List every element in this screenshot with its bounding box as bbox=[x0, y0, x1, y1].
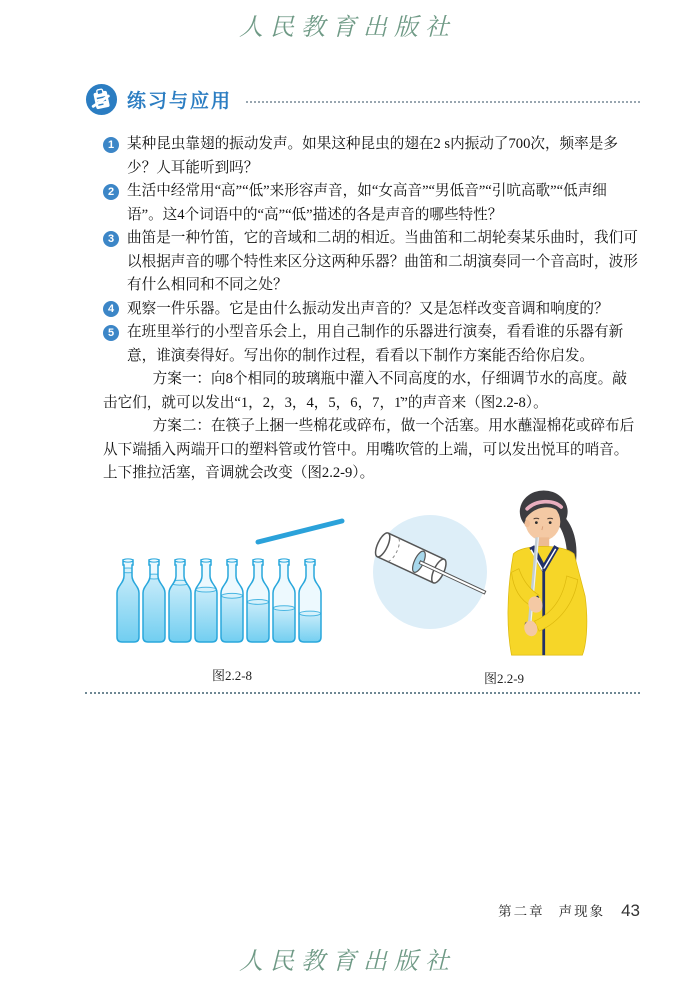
girl-illustration bbox=[368, 482, 640, 660]
footer-chapter-title: 声现象 bbox=[558, 904, 606, 919]
striker-stick bbox=[258, 521, 342, 542]
question-number-badge: 2 bbox=[103, 184, 119, 200]
question-text: 观察一件乐器。它是由什么振动发出声音的？又是怎样改变音调和响度的？ bbox=[127, 300, 609, 317]
question-text: 生活中经常用“高”“低”来形容声音，如“女高音”“男低音”“引吭高歌”“低声细语”。这4个词语中的“高”“低”描述的各是声音的哪些特性？ bbox=[127, 183, 607, 223]
question-number-badge: 3 bbox=[103, 231, 119, 247]
footer bbox=[498, 900, 640, 921]
bottle-row bbox=[117, 559, 321, 644]
plan-paragraph: 方案一：向8个相同的玻璃瓶中灌入不同高度的水，仔细调节水的高度。敲击它们，就可以发出“1，2，3，4，5，6，7，1̇”的声音来（图2.2-8）。 bbox=[103, 371, 627, 411]
dotted-rule-bottom bbox=[85, 692, 640, 694]
question-item bbox=[103, 180, 640, 227]
question-text: 曲笛是一种竹笛，它的音域和二胡的相近。当曲笛和二胡轮奏某乐曲时，我们可以根据声音的哪个特性来区分这两种乐器？曲笛和二胡演奏同一个音高时，波形有什么相同和不同之处？ bbox=[127, 230, 638, 293]
section-title: 练习与应用 bbox=[127, 91, 233, 112]
girl-figure bbox=[508, 490, 587, 655]
question-item bbox=[103, 321, 640, 368]
question-text: 在班里举行的小型音乐会上，用自己制作的乐器进行演奏，看看谁的乐器有新意，谁演奏得好。写出你的制作过程，看看以下制作方案能否给你启发。 bbox=[127, 324, 624, 364]
section-header bbox=[85, 83, 640, 116]
clipboard-pencil-icon bbox=[85, 83, 118, 116]
exercise-content bbox=[103, 133, 640, 486]
question-item bbox=[103, 133, 640, 180]
dotted-rule-header bbox=[246, 101, 640, 103]
bottles-illustration bbox=[112, 512, 352, 657]
question-number-badge: 5 bbox=[103, 325, 119, 341]
figure-caption: 图2.2-9 bbox=[483, 671, 525, 686]
question-number-badge: 1 bbox=[103, 137, 119, 153]
question-text: 某种昆虫靠翅的振动发声。如果这种昆虫的翅在2 s内振动了700次，频率是多少？人耳能听到吗？ bbox=[127, 136, 618, 176]
figure-caption: 图2.2-8 bbox=[211, 668, 253, 683]
publisher-logo-bottom: 人民教育出版社 bbox=[239, 947, 456, 975]
publisher-logo-top: 人民教育出版社 bbox=[239, 13, 456, 41]
question-item bbox=[103, 227, 640, 298]
footer-page-number: 43 bbox=[621, 901, 640, 920]
figure-bottles bbox=[112, 512, 352, 684]
footer-chapter: 第二章 bbox=[498, 904, 545, 919]
question-number-badge: 4 bbox=[103, 301, 119, 317]
question-item bbox=[103, 298, 640, 322]
plan-paragraph: 方案二：在筷子上捆一些棉花或碎布，做一个活塞。用水蘸湿棉花或碎布后从下端插入两端开口的塑料管或竹管中。用嘴吹管的上端，可以发出悦耳的哨音。上下推拉活塞，音调就会改变（图2.2-9）。 bbox=[103, 418, 635, 481]
figure-girl bbox=[368, 482, 640, 687]
